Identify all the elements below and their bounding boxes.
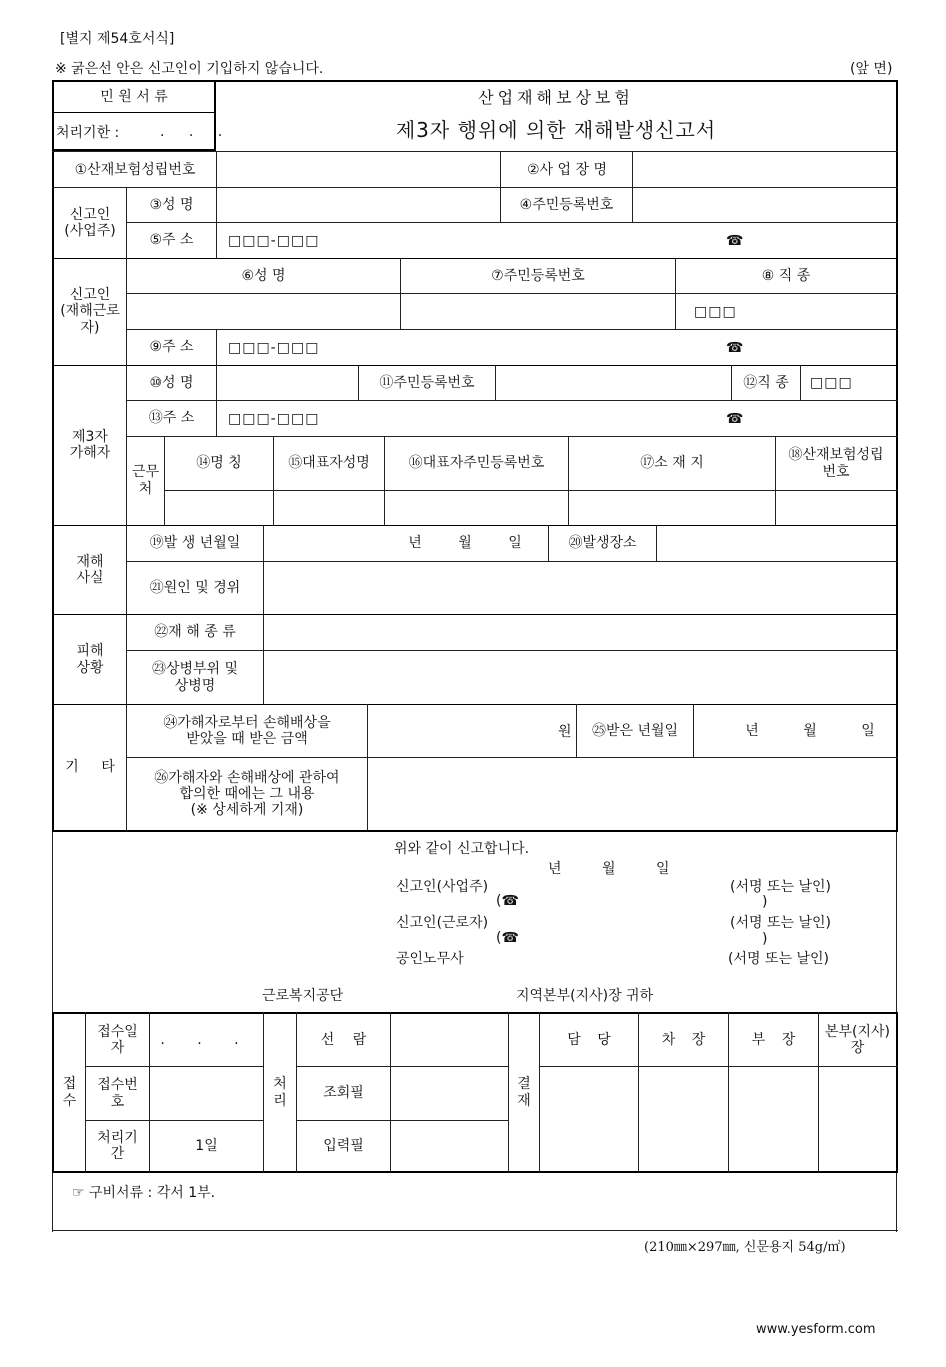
- field-label-14: ⑭명 칭: [196, 455, 242, 472]
- field-label-6: ⑥성 명: [241, 267, 286, 284]
- form-number: [별지 제54호서식]: [60, 31, 175, 47]
- phone-close-employer: ): [762, 894, 768, 910]
- sign-worker: (서명 또는 날인): [730, 915, 831, 931]
- phone-icon: ☎: [726, 339, 744, 356]
- field-label-16: ⑯대표자주민등록번호: [408, 455, 545, 472]
- field-label-24: ㉔가해자로부터 손해배상을 받았을 때 받은 금액: [163, 714, 331, 747]
- receipt-date-value: . . .: [160, 1031, 253, 1048]
- worker-job-code: □□□: [694, 303, 737, 320]
- approver-manager: 부 장: [751, 1031, 796, 1048]
- field-label-12: ⑫직 종: [743, 374, 789, 391]
- section-third-party: 제3자 가해자: [69, 428, 111, 461]
- civil-doc-label: 민 원 서 류: [100, 88, 168, 105]
- sign-labor-attorney: (서명 또는 날인): [728, 951, 829, 967]
- title-sub: 산업재해보상보험: [478, 87, 634, 107]
- approver-staff: 담 당: [567, 1031, 611, 1048]
- notice-text: ※ 굵은선 안은 신고인이 기입하지 않습니다.: [55, 61, 324, 77]
- phone-worker: (☎: [496, 930, 519, 946]
- receipt-label: 접 수: [62, 1076, 77, 1109]
- field-label-11: ⑪주민등록번호: [379, 374, 475, 391]
- field-label-15: ⑮대표자성명: [288, 455, 370, 472]
- field-label-8: ⑧ 직 종: [761, 267, 811, 284]
- section-employer: 신고인 (사업주): [64, 206, 116, 239]
- third-job-code: □□□: [810, 375, 853, 391]
- field-label-19: ⑲발 생 년월일: [149, 535, 241, 552]
- worker-postal-code: □□□-□□□: [228, 339, 320, 356]
- signer-employer: 신고인(사업주): [396, 879, 489, 895]
- receipt-number-label: 접수번 호: [97, 1077, 138, 1110]
- section-worker: 신고인 (재해근로 자): [60, 287, 120, 336]
- section-etc: 기 타: [65, 759, 115, 776]
- section-damage: 피해 상황: [76, 643, 104, 676]
- deadline-label: 처리기한 :: [56, 124, 120, 141]
- field-label-17: ⑰소 재 지: [640, 455, 704, 472]
- processing-period-label: 처리기 간: [97, 1129, 138, 1162]
- review-label: 선 람: [320, 1031, 367, 1048]
- field-label-10: ⑩성 명: [149, 374, 194, 391]
- field-label-21: ㉑원인 및 경위: [149, 579, 241, 596]
- input-done-label: 입력필: [323, 1137, 364, 1154]
- received-date: 년 월 일: [745, 722, 875, 739]
- sign-employer: (서명 또는 날인): [730, 879, 831, 895]
- field-label-20: ⑳발생장소: [568, 535, 637, 552]
- field-label-4: ④주민등록번호: [519, 196, 614, 213]
- signer-labor-attorney: 공인노무사: [396, 951, 464, 967]
- page-side-label: (앞 면): [850, 61, 893, 77]
- signer-worker: 신고인(근로자): [396, 915, 489, 931]
- section-accident: 재해 사실: [76, 553, 104, 586]
- page-title: 제3자 행위에 의한 재해발생신고서: [395, 117, 717, 142]
- field-label-2: ②사 업 장 명: [527, 161, 607, 178]
- field-label-23: ㉓상병부위 및 상병명: [151, 661, 239, 694]
- field-label-13: ⑬주 소: [148, 410, 195, 427]
- field-label-18: ⑱산재보험성립 번호: [788, 447, 884, 480]
- third-postal-code: □□□-□□□: [228, 410, 320, 427]
- required-docs: ☞ 구비서류 : 각서 1부.: [72, 1185, 216, 1201]
- processing-period-value: 1일: [195, 1137, 218, 1154]
- field-label-22: ㉒재 해 종 류: [154, 624, 236, 641]
- phone-icon: ☎: [726, 410, 744, 427]
- approval-label: 결 재: [517, 1076, 531, 1109]
- field-label-25: ㉕받은 년월일: [591, 722, 679, 739]
- deadline-value: . . .: [160, 123, 233, 140]
- phone-employer: (☎: [496, 893, 519, 909]
- declaration-text: 위와 같이 신고합니다.: [394, 841, 530, 857]
- field-label-7: ⑦주민등록번호: [491, 267, 585, 284]
- phone-icon: ☎: [726, 232, 744, 249]
- declaration-date: 년 월 일: [548, 861, 670, 877]
- workplace-label: 근무 처: [131, 464, 160, 497]
- paper-size: (210㎜×297㎜, 신문용지 54g/㎡): [644, 1240, 846, 1255]
- process-label: 처 리: [273, 1076, 287, 1109]
- accident-date: 년 월 일: [408, 535, 522, 552]
- recipient-title: 지역본부(지사)장 귀하: [516, 988, 654, 1004]
- receipt-date-label: 접수일 자: [97, 1023, 138, 1056]
- recipient-org: 근로복지공단: [262, 988, 344, 1004]
- website-url: www.yesform.com: [756, 1322, 876, 1337]
- field-label-26: ㉖가해자와 손해배상에 관하여 합의한 때에는 그 내용 (※ 상세하게 기재): [154, 769, 340, 819]
- phone-close-worker: ): [762, 931, 768, 947]
- won-label: 원: [558, 724, 572, 740]
- field-label-3: ③성 명: [149, 196, 194, 213]
- approver-director: 본부(지사) 장: [824, 1023, 891, 1056]
- employer-postal-code: □□□-□□□: [228, 232, 320, 249]
- approver-deputy: 차 장: [661, 1031, 706, 1048]
- field-label-1: ①산재보험성립번호: [74, 161, 196, 178]
- inquiry-done-label: 조회필: [323, 1085, 364, 1102]
- field-label-9: ⑨주 소: [149, 339, 194, 356]
- field-label-5: ⑤주 소: [149, 232, 194, 249]
